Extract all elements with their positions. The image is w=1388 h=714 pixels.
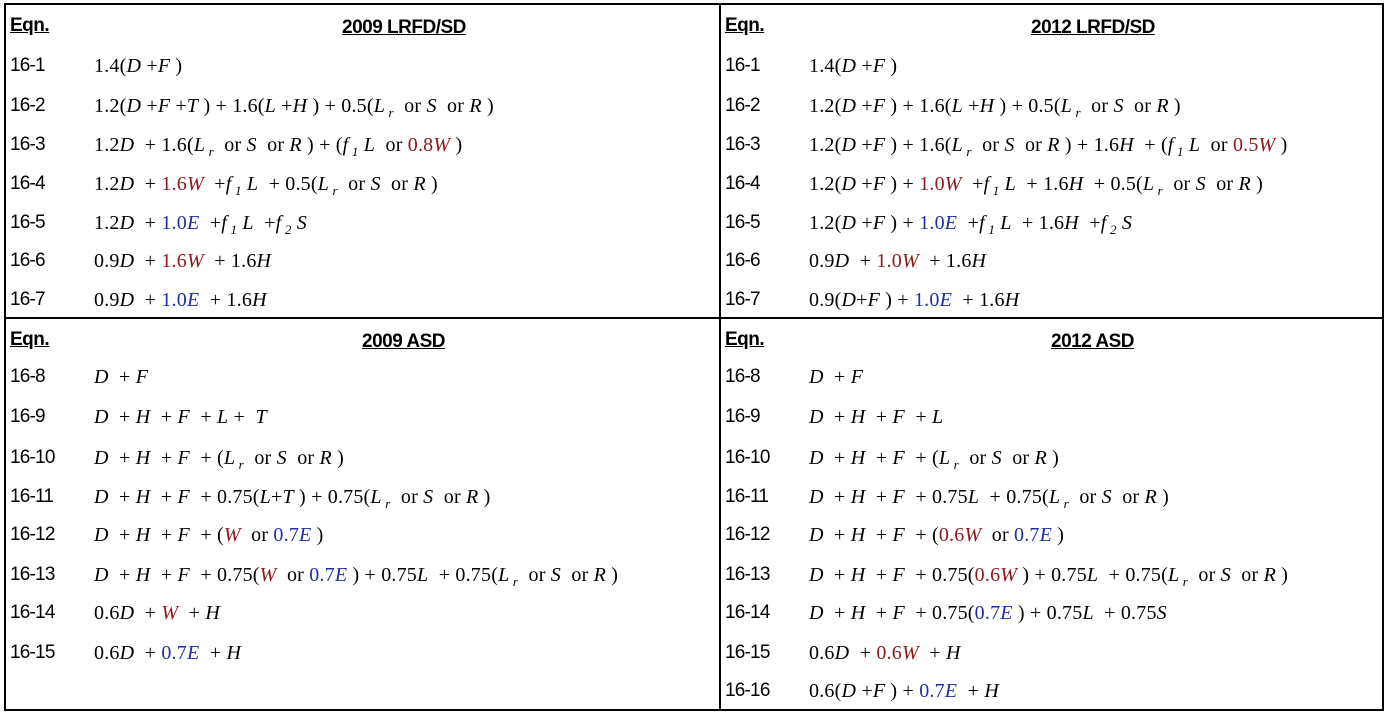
equation-expression: 1.2D + 1.0E +f $_1$ L +f $_2$ S (94, 212, 307, 237)
equation-number: 16-14 (725, 602, 770, 623)
equation-number: 16-7 (725, 289, 760, 310)
equation-expression: D + F (809, 366, 864, 388)
quadrant-title: 2009 LRFD/SD (342, 17, 466, 38)
equation-row (721, 210, 1382, 240)
equation-expression: D + H + F + L + T (94, 406, 267, 428)
equation-row (721, 53, 1382, 83)
equation-row (721, 522, 1382, 552)
quadrant-title: 2012 ASD (1051, 331, 1134, 352)
equation-expression: D + H + F + (L $_r$ or S or R ) (809, 447, 1059, 472)
equation-row (6, 484, 719, 514)
equation-row (721, 445, 1382, 475)
equation-number: 16-2 (725, 95, 760, 116)
equation-row (6, 210, 719, 240)
equation-expression: D + H + F + (L $_r$ or S or R ) (94, 447, 344, 472)
equation-number: 16-8 (10, 366, 45, 387)
eqn-column-header: Eqn. (725, 329, 765, 350)
equation-number: 16-16 (725, 680, 770, 701)
quadrant-title: 2012 LRFD/SD (1031, 17, 1155, 38)
equation-number: 16-6 (725, 250, 760, 271)
equation-number: 16-10 (10, 447, 55, 468)
equation-row (721, 132, 1382, 162)
equation-number: 16-7 (10, 289, 45, 310)
equation-number: 16-5 (725, 212, 760, 233)
eqn-column-header: Eqn. (10, 329, 50, 350)
equation-expression: D + H + F + (0.6W or 0.7E ) (809, 524, 1065, 546)
equation-row (6, 364, 719, 394)
equation-expression: 1.2D + 1.6W +f $_1$ L + 0.5(L $_r$ or S or R ) (94, 173, 438, 198)
equation-row (6, 132, 719, 162)
equation-number: 16-11 (725, 486, 769, 507)
equation-expression: 0.6D + W + H (94, 602, 220, 624)
equation-expression: 1.2(D +F ) + 1.6(L +H ) + 0.5(L $_r$ or S or R ) (809, 95, 1181, 120)
eqn-column-header: Eqn. (725, 15, 765, 36)
equation-row (6, 404, 719, 434)
quadrant-title: 2009 ASD (362, 331, 445, 352)
equation-expression: 1.2(D +F ) + 1.6(L $_r$ or S or R ) + 1.6H + (f $_1$ L or 0.5W ) (809, 134, 1288, 159)
quadrant-2012-lrfd (720, 3, 1384, 318)
equation-number: 16-5 (10, 212, 45, 233)
equation-expression: 1.2D + 1.6(L $_r$ or S or R ) + (f $_1$ L or 0.8W ) (94, 134, 463, 159)
equation-row (6, 53, 719, 83)
equation-row (721, 484, 1382, 514)
equation-number: 16-3 (10, 134, 45, 155)
equation-expression: 1.4(D +F ) (94, 55, 183, 77)
equation-number: 16-10 (725, 447, 770, 468)
equation-number: 16-15 (725, 642, 770, 663)
equation-number: 16-15 (10, 642, 55, 663)
equation-number: 16-9 (725, 406, 760, 427)
equation-number: 16-11 (10, 486, 54, 507)
equation-row (721, 562, 1382, 592)
equation-number: 16-12 (725, 524, 770, 545)
equation-expression: 0.6(D +F ) + 0.7E + H (809, 680, 999, 702)
equation-row (6, 640, 719, 670)
equation-expression: 0.6D + 0.7E + H (94, 642, 242, 664)
equation-expression: D + H + F + (W or 0.7E ) (94, 524, 324, 546)
equation-expression: D + H + F + 0.75L + 0.75(L $_r$ or S or R ) (809, 486, 1169, 511)
equation-expression: D + H + F + 0.75(0.6W ) + 0.75L + 0.75(L $_r$ or S or R ) (809, 564, 1289, 589)
equation-expression: 0.9D + 1.6W + 1.6H (94, 250, 272, 272)
equation-number: 16-13 (725, 564, 770, 585)
equation-row (6, 248, 719, 278)
equation-number: 16-2 (10, 95, 45, 116)
equation-row (721, 364, 1382, 394)
equation-row (6, 287, 719, 317)
quadrant-2012-asd (720, 318, 1384, 711)
equation-expression: 0.9(D+F ) + 1.0E + 1.6H (809, 289, 1020, 311)
equation-expression: D + H + F + 0.75(0.7E ) + 0.75L + 0.75S (809, 602, 1167, 624)
equation-row (721, 404, 1382, 434)
equation-row (721, 640, 1382, 670)
equation-row (721, 600, 1382, 630)
equation-row (721, 93, 1382, 123)
equation-expression: 0.9D + 1.0E + 1.6H (94, 289, 267, 311)
equation-number: 16-4 (725, 173, 760, 194)
equation-row (6, 562, 719, 592)
equation-number: 16-4 (10, 173, 45, 194)
equation-row (721, 287, 1382, 317)
equation-number: 16-3 (725, 134, 760, 155)
equation-expression: 1.2(D +F ) + 1.0W +f $_1$ L + 1.6H + 0.5(L $_r$ or S or R ) (809, 173, 1263, 198)
equation-row (6, 600, 719, 630)
equation-expression: D + F (94, 366, 149, 388)
equation-row (6, 171, 719, 201)
equation-row (6, 445, 719, 475)
equation-number: 16-14 (10, 602, 55, 623)
equation-number: 16-9 (10, 406, 45, 427)
equation-expression: D + H + F + 0.75(W or 0.7E ) + 0.75L + 0.75(L $_r$ or S or R ) (94, 564, 619, 589)
equation-expression: D + H + F + 0.75(L+T ) + 0.75(L $_r$ or S or R ) (94, 486, 491, 511)
equation-number: 16-8 (725, 366, 760, 387)
equation-row (6, 522, 719, 552)
equation-number: 16-1 (725, 55, 760, 76)
equation-expression: 1.2(D +F ) + 1.0E +f $_1$ L + 1.6H +f $_2$ S (809, 212, 1133, 237)
equation-row (721, 678, 1382, 708)
equation-row (721, 248, 1382, 278)
equation-expression: 1.4(D +F ) (809, 55, 898, 77)
eqn-column-header: Eqn. (10, 15, 50, 36)
equation-expression: D + H + F + L (809, 406, 944, 428)
equation-row (6, 93, 719, 123)
quadrant-2009-lrfd (4, 3, 720, 318)
equation-expression: 0.6D + 0.6W + H (809, 642, 961, 664)
equation-number: 16-6 (10, 250, 45, 271)
quadrant-2009-asd (4, 318, 720, 711)
equation-number: 16-13 (10, 564, 55, 585)
equation-number: 16-1 (10, 55, 45, 76)
equation-expression: 1.2(D +F +T ) + 1.6(L +H ) + 0.5(L $_r$ or S or R ) (94, 95, 494, 120)
equation-expression: 0.9D + 1.0W + 1.6H (809, 250, 987, 272)
equation-number: 16-12 (10, 524, 55, 545)
equation-row (721, 171, 1382, 201)
